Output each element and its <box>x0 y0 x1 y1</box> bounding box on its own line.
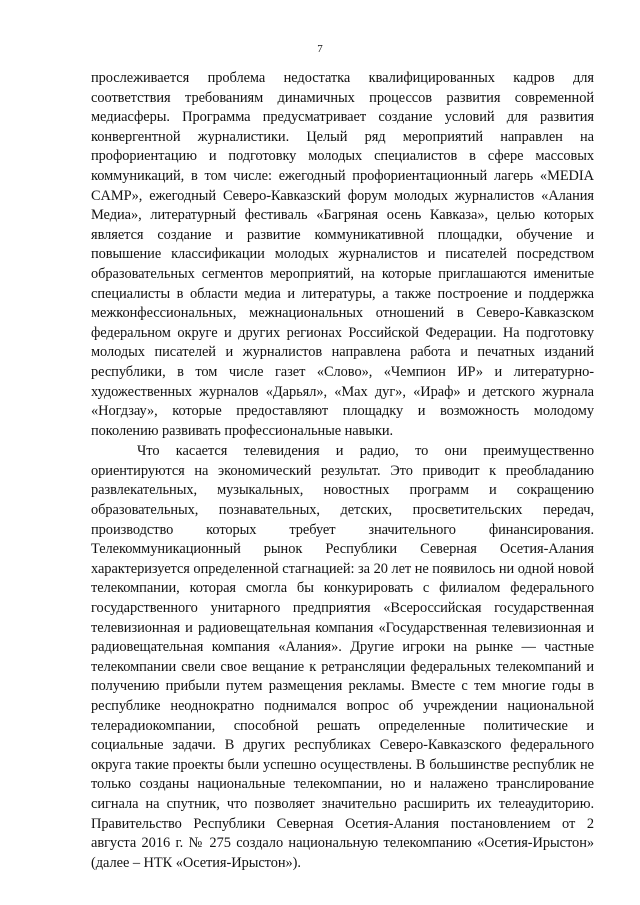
document-body <box>91 69 594 873</box>
paragraph-continued: прослеживается проблема недостатка квалифицированных кадров для соответствия требованиям динамичных процессов развития современной медиасферы. Программа предусматривает создание условий для развития конвергентной журналистики. Целый ряд мероприятий направлен на профориентацию и подготовку молодых специалистов в сфере массовых коммуникаций, в том числе: ежегодный профориентационный лагерь «MEDIA CAMP», ежегодный Северо-Кавказский форум молодых журналистов «Алания Медиа», литературный фестиваль «Багряная осень Кавказа», целью которых является создание и развитие коммуникативной площадки, обучение и повышение классификации молодых журналистов и писателей посредством образовательных сегментов мероприятий, на которые приглашаются именитые специалисты в области медиа и литературы, а также построение и поддержка межконфессиональных, межнациональных отношений в Северо-Кавказском федеральном округе и других регионах Российской Федерации. На подготовку молодых писателей и журналистов направлена работа и печатных изданий республики, в том числе газет «Слово», «Чемпион ИР» и литературно-художественных журналов «Дарьял», «Мах дуг», «Ираф» и детского журнала «Ногдзау», которые предоставляют площадку и возможность молодому поколению развивать профессиональные навыки. <box>91 70 594 439</box>
page-number: 7 <box>317 43 323 55</box>
paragraph-television-radio: Что касается телевидения и радио, то они преимущественно ориентируются на экономический результат. Это приводит к преобладанию развлекательных, музыкальных, новостных программ и сокращению образовательных, познавательных, детских, просветительских передач, производство которых требует значительного финансирования. Телекоммуникационный рынок Республики Северная Осетия-Алания характеризуется определенной стагнацией: за 20 лет не появилось ни одной новой телекомпании, которая смогла бы конкурировать с филиалом федерального государственного унитарного предприятия «Всероссийская государственная телевизионная и радиовещательная компания «Государственная телевизионная и радиовещательная компания «Алания». Другие игроки на рынке — частные телекомпании свели свое вещание к ретрансляции федеральных телекомпаний и получению прибыли путем размещения рекламы. Вместе с тем многие годы в республике неоднократно поднимался вопрос об учреждении национальной телерадиокомпании, способной решать определенные политические и социальные задачи. В других республиках Северо-Кавказского федерального округа такие проекты были успешно осуществлены. В большинстве республик не только созданы национальные телекомпании, но и налажено транслирование сигнала на спутник, что позволяет значительно расширить их телеаудиторию. Правительство Республики Северная Осетия-Алания постановлением от 2 августа 2016 г. № 275 создало национальную телекомпанию «Осетия-Ирыстон» (далее – НТК «Осетия-Ирыстон»). <box>91 443 594 871</box>
